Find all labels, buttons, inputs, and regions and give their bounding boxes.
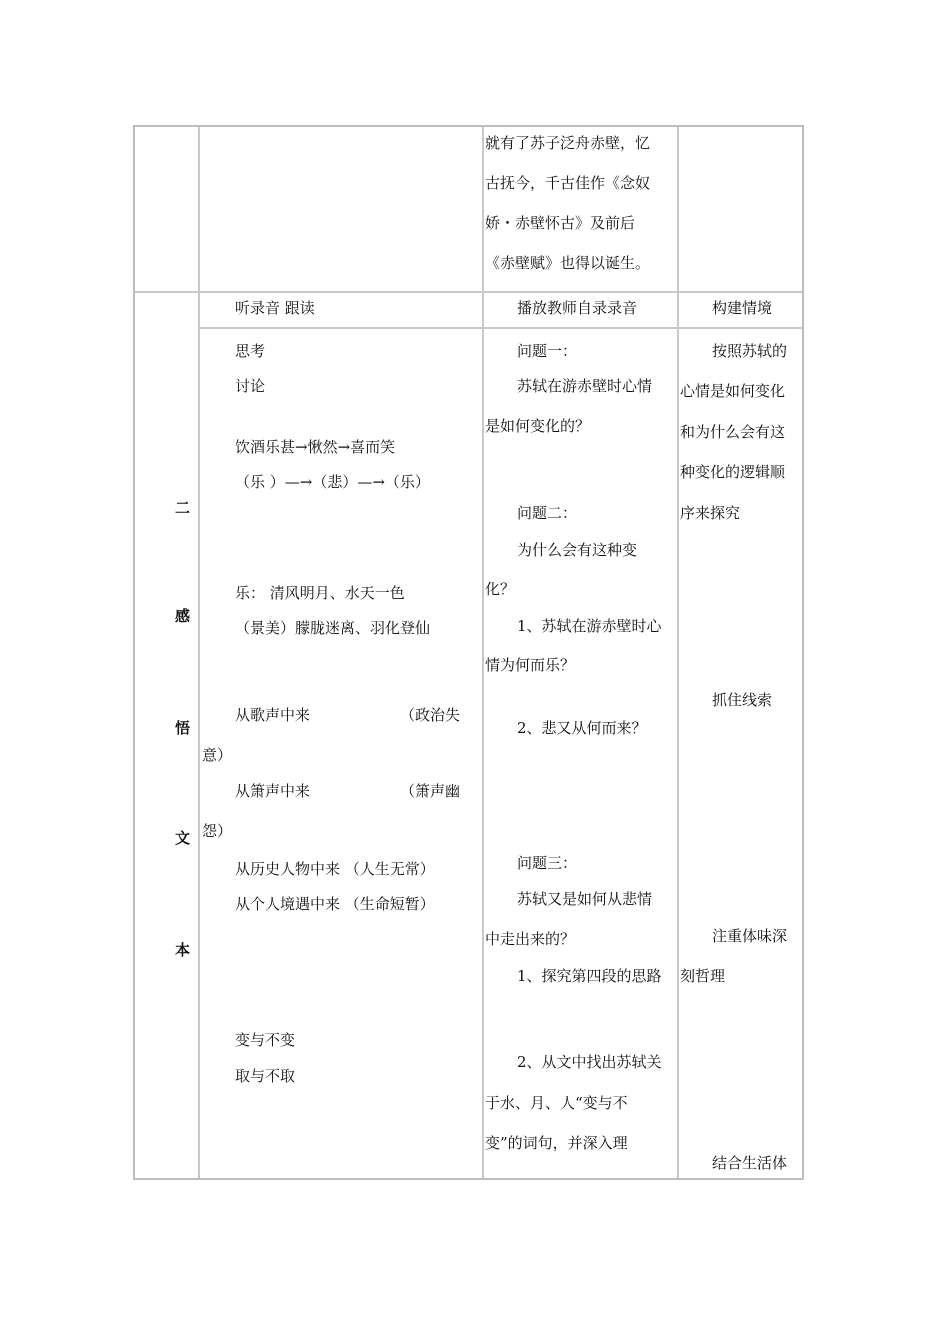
row1-text-line: 《赤壁赋》也得以诞生。: [485, 254, 651, 272]
question-3-sub-2: 变”的词句，并深入理: [485, 1134, 628, 1152]
source-history: 从历史人物中来 （人生无常）: [235, 860, 435, 878]
header-teacher: 播放教师自录录音: [517, 299, 638, 317]
joy-line: 乐： 清风明月、水天一色: [235, 584, 405, 602]
section-char: 本: [175, 941, 191, 959]
question-3-sub-2: 于水、月、人“变与不: [485, 1094, 628, 1112]
header-activity: 听录音 跟读: [235, 299, 315, 317]
question-3-text: 中走出来的？: [485, 930, 576, 948]
column-divider-1: [198, 127, 200, 1178]
row1-text-line: 娇・赤壁怀古》及前后: [485, 214, 636, 232]
row1-text-line: 古抚今，千古佳作《念奴: [485, 174, 651, 192]
source-song-note: （政治失: [400, 706, 461, 724]
intent-line: 序来探究: [680, 504, 741, 522]
intent-philosophy: 注重体味深: [712, 927, 788, 945]
intent-line: 按照苏轼的: [712, 342, 788, 360]
section-char: 悟: [175, 719, 191, 737]
question-3-sub-1: 1、探究第四段的思路: [517, 967, 662, 985]
emotion-line: 饮酒乐甚→愀然→喜而笑: [235, 438, 396, 456]
source-personal: 从个人境遇中来 （生命短暂）: [235, 895, 435, 913]
source-flute-note-end: 怨）: [202, 822, 233, 840]
question-2-text: 化？: [485, 580, 516, 598]
question-3-title: 问题三：: [517, 854, 578, 872]
row1-text-line: 就有了苏子泛舟赤壁，忆: [485, 134, 651, 152]
section-char: 文: [175, 829, 191, 847]
question-2-sub-1: 情为何而乐？: [485, 656, 576, 674]
theme-take: 取与不取: [235, 1067, 296, 1085]
intent-philosophy: 刻哲理: [680, 967, 726, 985]
header-divider: [200, 327, 802, 329]
question-1-title: 问题一：: [517, 342, 578, 360]
question-2-text: 为什么会有这种变: [517, 541, 638, 559]
joy-line: （景美）朦胧迷离、羽化登仙: [235, 619, 431, 637]
intent-line: 心情是如何变化: [680, 382, 786, 400]
intent-clue: 抓住线索: [712, 691, 773, 709]
activity-discuss: 讨论: [235, 377, 266, 395]
row-divider: [135, 291, 802, 293]
header-intent: 构建情境: [712, 299, 773, 317]
theme-change: 变与不变: [235, 1031, 296, 1049]
question-1-text: 苏轼在游赤壁时心情: [517, 377, 653, 395]
intent-line: 种变化的逻辑顺: [680, 463, 786, 481]
activity-think: 思考: [235, 342, 266, 360]
section-char: 感: [175, 607, 191, 625]
question-1-text: 是如何变化的？: [485, 417, 591, 435]
question-3-sub-2: 2、从文中找出苏轼关: [517, 1053, 662, 1071]
intent-life: 结合生活体: [712, 1154, 788, 1172]
question-2-sub-2: 2、悲又从何而来？: [517, 719, 647, 737]
intent-line: 和为什么会有这: [680, 423, 786, 441]
question-2-sub-1: 1、苏轼在游赤壁时心: [517, 617, 662, 635]
lesson-plan-table: [133, 125, 804, 1180]
question-2-title: 问题二：: [517, 504, 578, 522]
source-song: 从歌声中来: [235, 706, 311, 724]
column-divider-2: [482, 127, 484, 1178]
column-divider-3: [677, 127, 679, 1178]
source-flute: 从箫声中来: [235, 782, 311, 800]
question-3-text: 苏轼又是如何从悲情: [517, 890, 653, 908]
section-char: 二: [175, 499, 191, 517]
source-flute-note: （箫声幽: [400, 782, 461, 800]
emotion-labels: （乐 ）—→（悲）—→（乐）: [235, 473, 430, 491]
source-song-note-end: 意）: [202, 746, 233, 764]
